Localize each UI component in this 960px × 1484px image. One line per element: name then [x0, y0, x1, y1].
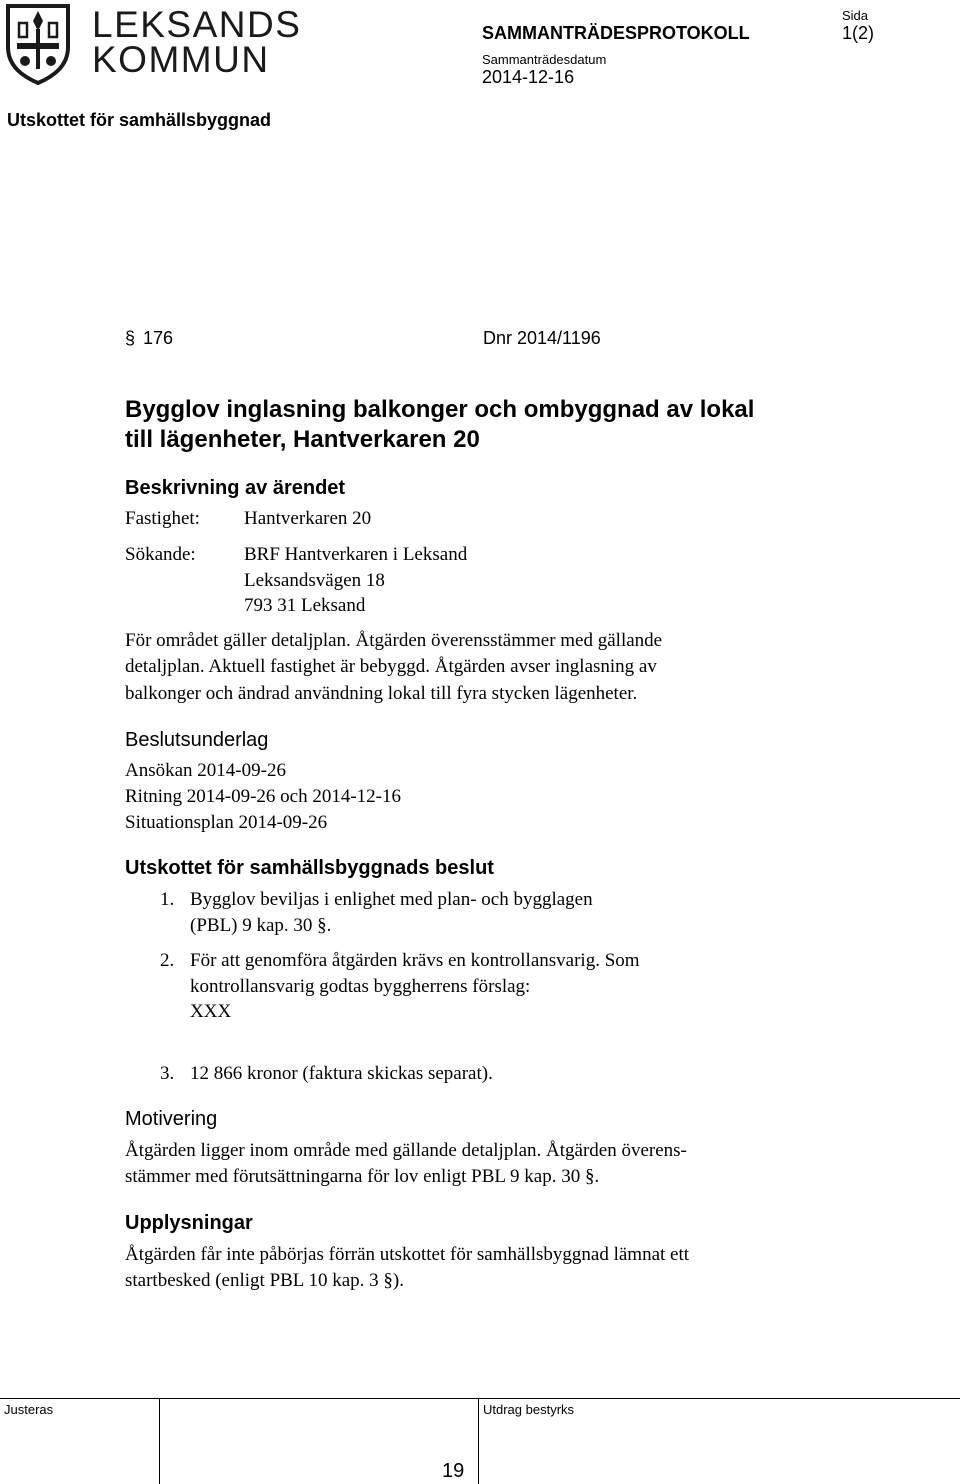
case-title-line1: Bygglov inglasning balkonger och ombyggnad av lokal	[125, 396, 755, 423]
information-heading: Upplysningar	[125, 1212, 253, 1234]
org-name-line1: LEKSANDS	[92, 4, 302, 45]
footer-divider	[0, 1398, 960, 1399]
document-title: SAMMANTRÄDESPROTOKOLL	[482, 23, 750, 43]
applicant-line: BRF Hantverkaren i Leksand	[244, 544, 468, 565]
basis-item: Situationsplan 2014-09-26	[125, 812, 328, 833]
extract-certified-label: Utdrag bestyrks	[483, 1402, 575, 1417]
information-text-line: startbesked (enligt PBL 10 kap. 3 §).	[125, 1270, 404, 1291]
footer-separator	[478, 1398, 479, 1484]
case-number: Dnr 2014/1196	[483, 328, 601, 348]
basis-item: Ansökan 2014-09-26	[125, 760, 286, 781]
motivation-text-line: stämmer med förutsättningarna för lov enligt PBL 9 kap. 30 §.	[125, 1166, 600, 1187]
decision-item-line: 12 866 kronor (faktura skickas separat).	[190, 1063, 493, 1084]
page-value: 1(2)	[842, 23, 875, 43]
municipal-crest-icon	[5, 3, 71, 85]
description-heading: Beskrivning av ärendet	[125, 477, 346, 499]
property-value: Hantverkaren 20	[244, 508, 372, 529]
paragraph-sign: §	[125, 328, 136, 348]
committee-name: Utskottet för samhällsbyggnad	[7, 110, 272, 130]
decision-item-number: 1.	[160, 889, 175, 910]
decision-item-line: XXX	[190, 1001, 232, 1022]
applicant-line: 793 31 Leksand	[244, 595, 366, 616]
information-text-line: Åtgärden får inte påbörjas förrän utskottet för samhällsbyggnad lämnat ett	[125, 1244, 690, 1265]
decision-item-line: För att genomföra åtgärden krävs en kontrollansvarig. Som	[190, 950, 640, 971]
decision-heading: Utskottet för samhällsbyggnads beslut	[125, 857, 494, 879]
org-name-line2: KOMMUN	[92, 39, 270, 80]
page-label: Sida	[842, 8, 869, 23]
decision-item-line: kontrollansvarig godtas byggherrens förslag:	[190, 976, 531, 997]
property-label: Fastighet:	[125, 508, 200, 529]
footer-separator	[159, 1398, 160, 1484]
meeting-date-value: 2014-12-16	[482, 67, 575, 87]
motivation-text-line: Åtgärden ligger inom område med gällande detaljplan. Åtgärden överens-	[125, 1140, 687, 1161]
motivation-heading: Motivering	[125, 1108, 218, 1130]
basis-item: Ritning 2014-09-26 och 2014-12-16	[125, 786, 402, 807]
description-text-line: För området gäller detaljplan. Åtgärden överensstämmer med gällande	[125, 630, 663, 651]
description-text-line: balkonger och ändrad användning lokal till fyra stycken lägenheter.	[125, 683, 638, 704]
decision-item-line: (PBL) 9 kap. 30 §.	[190, 915, 332, 936]
case-title-line2: till lägenheter, Hantverkaren 20	[125, 426, 480, 453]
decision-item-number: 2.	[160, 950, 175, 971]
meeting-date-label: Sammanträdesdatum	[482, 52, 607, 67]
applicant-line: Leksandsvägen 18	[244, 570, 385, 591]
decision-item-line: Bygglov beviljas i enlighet med plan- och bygglagen	[190, 889, 593, 910]
page-number: 19	[442, 1460, 465, 1482]
paragraph-number: 176	[143, 328, 174, 348]
applicant-label: Sökande:	[125, 544, 196, 565]
description-text-line: detaljplan. Aktuell fastighet är bebyggd. Åtgärden avser inglasning av	[125, 656, 657, 677]
decision-item-number: 3.	[160, 1063, 175, 1084]
basis-heading: Beslutsunderlag	[125, 729, 269, 751]
signed-label: Justeras	[4, 1402, 54, 1417]
